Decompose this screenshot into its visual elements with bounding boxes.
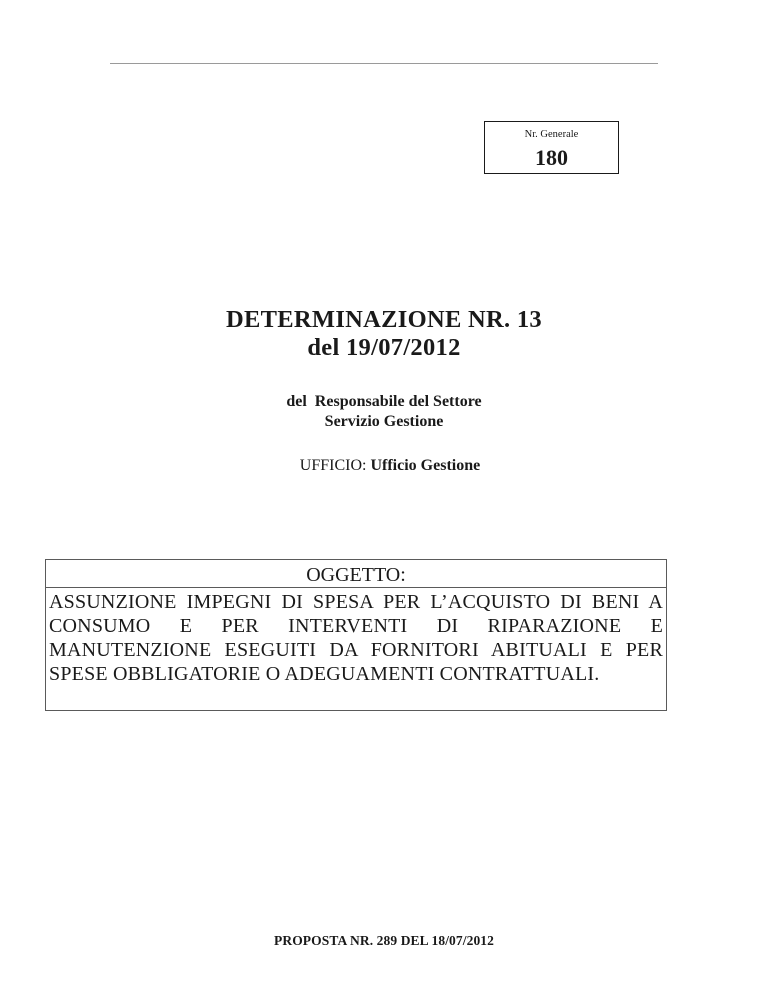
subject-heading: OGGETTO: xyxy=(46,560,666,588)
document-title xyxy=(0,306,768,362)
top-rule xyxy=(110,63,658,64)
proposta-footer: PROPOSTA NR. 289 DEL 18/07/2012 xyxy=(274,933,494,948)
subject-box xyxy=(45,559,667,711)
issuer-line-2: Servizio Gestione xyxy=(324,413,444,430)
office-label: UFFICIO: xyxy=(299,457,367,474)
issuer-line-1: del Responsabile del Settore xyxy=(286,393,482,410)
office-name: Ufficio Gestione xyxy=(370,457,481,474)
issuer-block xyxy=(0,392,768,432)
subject-text: ASSUNZIONE IMPEGNI DI SPESA PER L’ACQUISTO DI BENI A CONSUMO E PER INTERVENTI DI RIPARAZIONE E MANUTENZIONE ESEGUITI DA FORNITORI ABITUALI E PER SPESE OBBLIGATORIE O ADEGUAMENTI CONTRATTUALI. xyxy=(49,591,663,685)
office-line xyxy=(0,456,768,476)
nr-generale-box xyxy=(484,121,619,174)
title-line-1: DETERMINAZIONE NR. 13 xyxy=(226,306,542,333)
nr-generale-label: Nr. Generale xyxy=(524,129,579,140)
nr-generale-value: 180 xyxy=(535,145,568,170)
title-line-2: del 19/07/2012 xyxy=(307,334,461,361)
